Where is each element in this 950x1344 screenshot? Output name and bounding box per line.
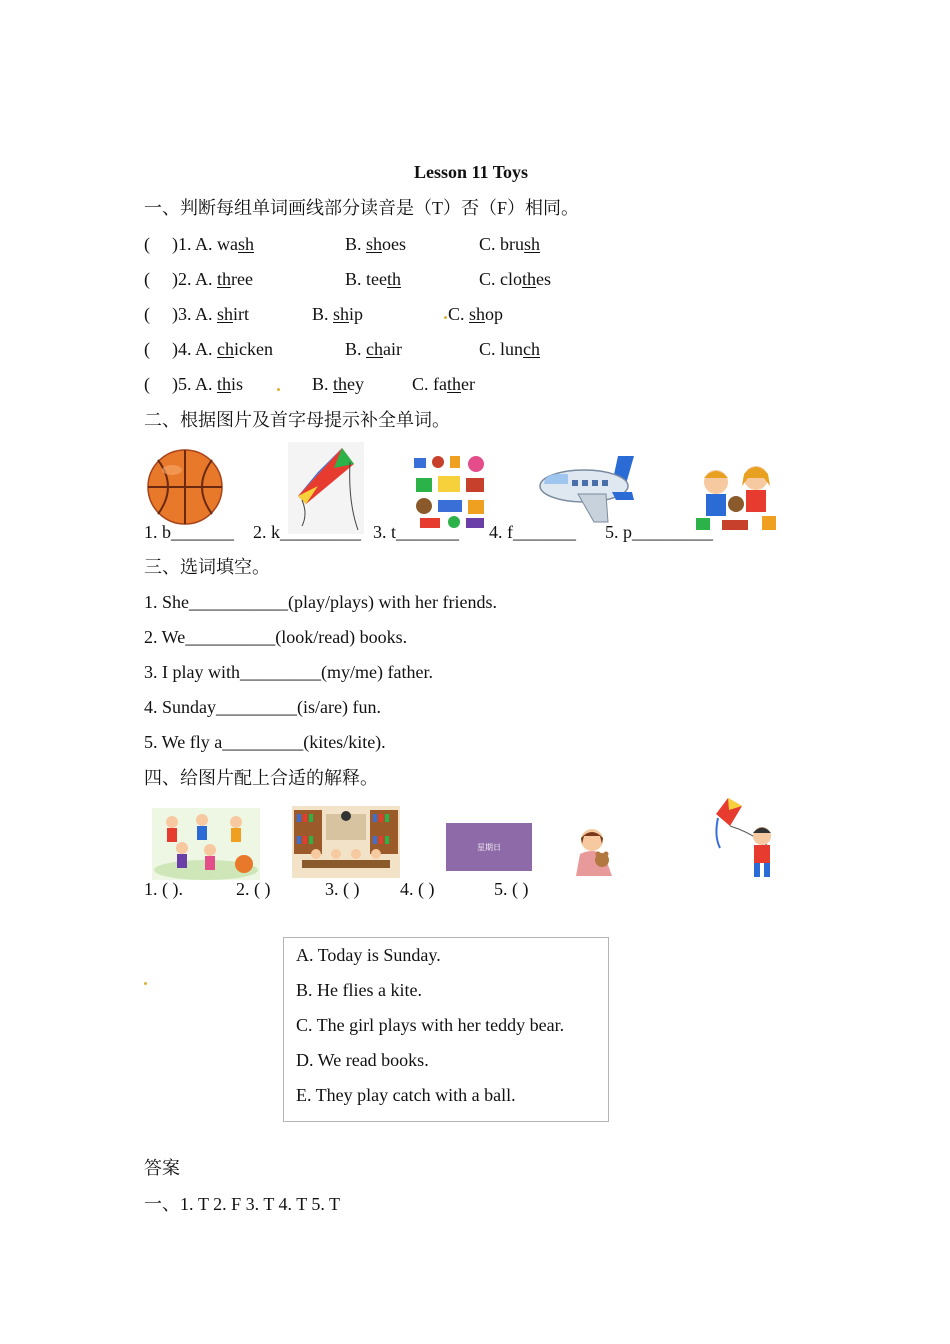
girl-teddy-icon (572, 826, 618, 878)
option-b: B. shoes (345, 234, 407, 254)
decorative-dot (444, 316, 447, 319)
option-c: C. shop (448, 304, 504, 324)
option-c: C. The girl plays with her teddy bear. (296, 1015, 565, 1035)
blank-2: 2. k_________ (253, 522, 361, 542)
toys-icon (410, 452, 490, 532)
answers-heading: 答案 (144, 1158, 180, 1178)
list-item: 1. She___________(play/plays) with her friends. (144, 592, 497, 612)
option-c: C. lunch (479, 339, 541, 359)
basketball-icon (146, 448, 224, 526)
boy-kite-icon (710, 796, 784, 882)
option-a: A. Today is Sunday. (296, 945, 441, 965)
match-slot-1: 1. ( ). (144, 879, 183, 899)
list-item: ( )3. A. shirt (144, 304, 250, 324)
decorative-dot (277, 388, 280, 391)
match-slot-2: 2. ( ) (236, 879, 271, 899)
kids-playing-icon (152, 808, 260, 880)
option-e: E. They play catch with a ball. (296, 1085, 516, 1105)
blank-5: 5. p_________ (605, 522, 713, 542)
list-item: ( )2. A. three (144, 269, 253, 289)
airplane-icon (538, 452, 638, 524)
list-item: ( )4. A. chicken (144, 339, 273, 359)
page-title: Lesson 11 Toys (414, 162, 529, 182)
list-item: 3. I play with_________(my/me) father. (144, 662, 433, 682)
option-d: D. We read books. (296, 1050, 429, 1070)
list-item: 4. Sunday_________(is/are) fun. (144, 697, 381, 717)
match-slot-5: 5. ( ) (494, 879, 529, 899)
match-slot-3: 3. ( ) (325, 879, 360, 899)
blank-4: 4. f_______ (489, 522, 576, 542)
list-item: ( )1. A. wash (144, 234, 255, 254)
section2-heading: 二、根据图片及首字母提示补全单词。 (144, 410, 450, 430)
library-icon (292, 806, 400, 878)
section3-heading: 三、选词填空。 (144, 557, 270, 577)
option-b: B. they (312, 374, 365, 394)
section1-heading: 一、判断每组单词画线部分读音是（T）否（F）相同。 (144, 198, 580, 218)
blank-3: 3. t_______ (373, 522, 460, 542)
list-item: 2. We__________(look/read) books. (144, 627, 408, 647)
option-c: C. brush (479, 234, 541, 254)
decorative-dot (144, 982, 147, 985)
list-item: ( )5. A. this (144, 374, 244, 394)
match-slot-4: 4. ( ) (400, 879, 435, 899)
option-b: B. chair (345, 339, 402, 359)
answers-line-1: 一、1. T 2. F 3. T 4. T 5. T (144, 1194, 341, 1214)
calendar-label: 星期日 (477, 842, 501, 852)
option-b: B. ship (312, 304, 364, 324)
sunday-calendar-icon (446, 823, 532, 871)
option-b: B. He flies a kite. (296, 980, 422, 1000)
option-b: B. teeth (345, 269, 402, 289)
list-item: 5. We fly a_________(kites/kite). (144, 732, 386, 752)
section4-heading: 四、给图片配上合适的解释。 (144, 768, 378, 788)
blank-1: 1. b_______ (144, 522, 234, 542)
option-c: C. father (412, 374, 475, 394)
option-c: C. clothes (479, 269, 552, 289)
